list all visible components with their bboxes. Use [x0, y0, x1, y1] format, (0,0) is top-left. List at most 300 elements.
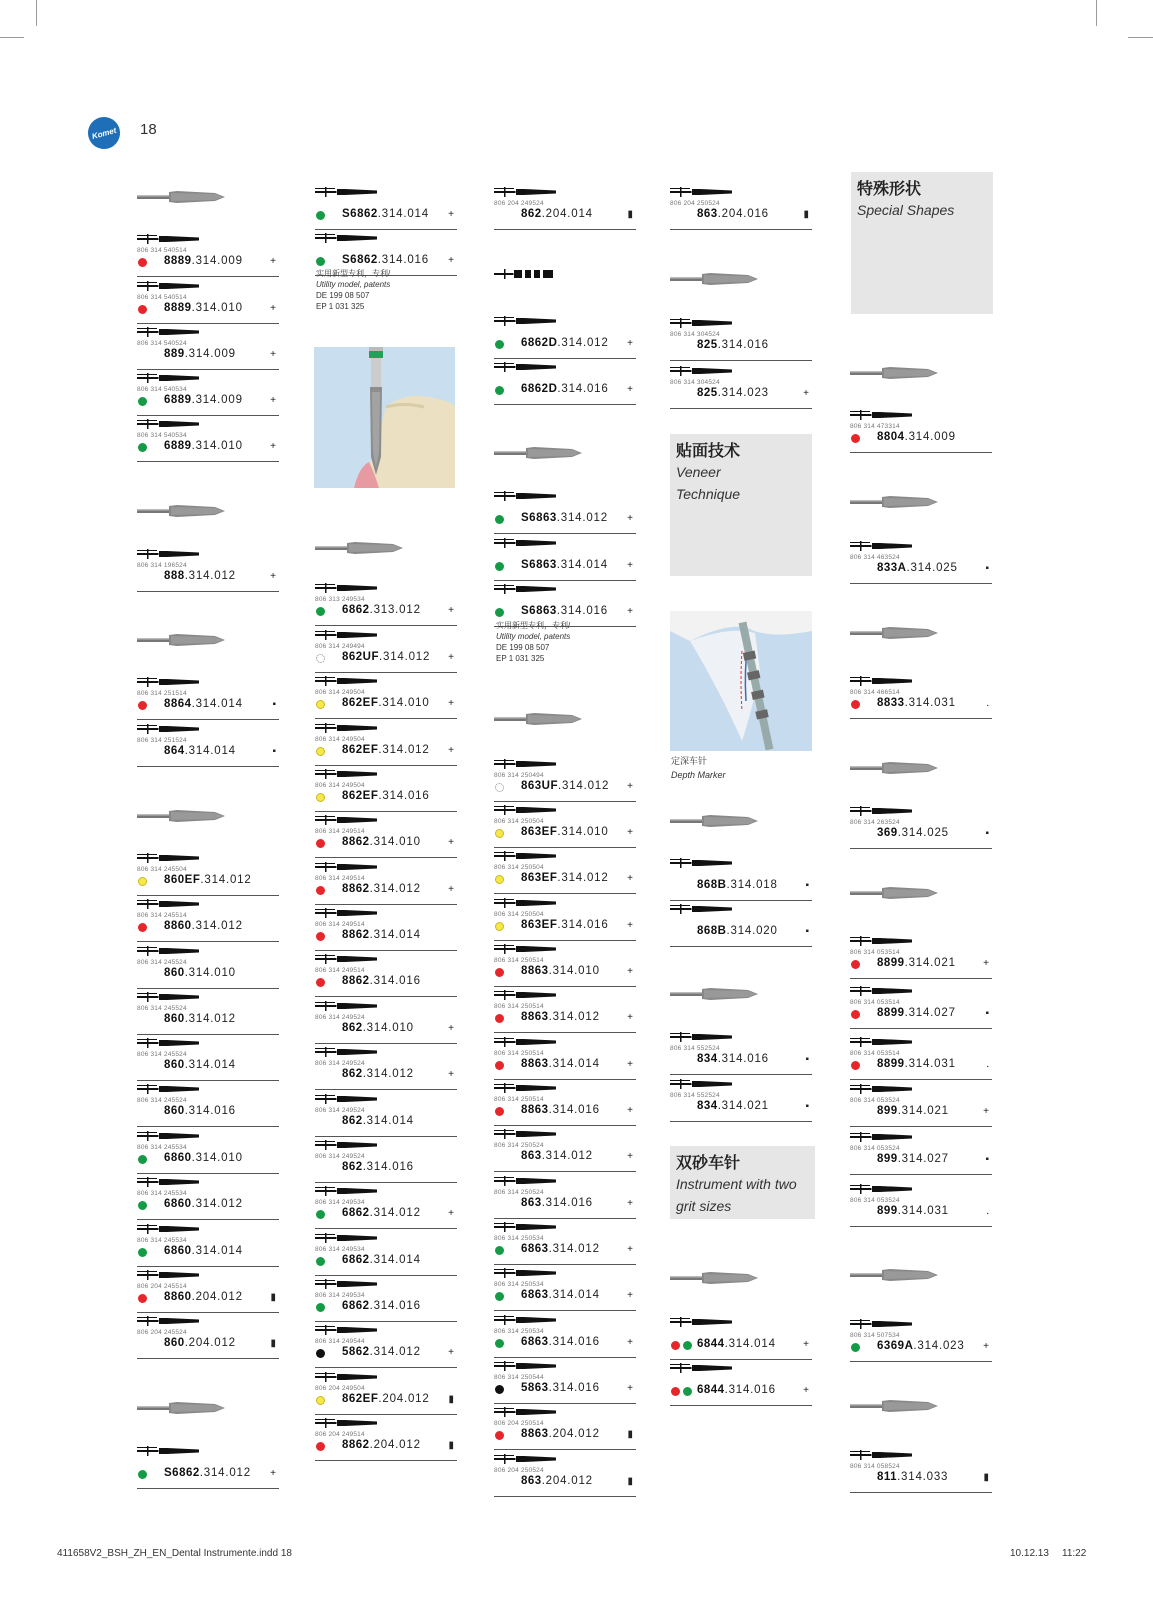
bur-icon: [137, 673, 279, 690]
product-code: [521, 383, 609, 395]
bur-icon: [137, 942, 279, 959]
catalog-item: [137, 1034, 279, 1081]
product-code: [521, 1150, 593, 1162]
packing-mark: +: [803, 388, 809, 399]
product-code-suffix: .204.012: [548, 1428, 600, 1440]
grit-dot: [138, 701, 147, 710]
bur-photo: [137, 498, 279, 524]
product-code: [164, 1105, 236, 1117]
catalog-item: [850, 1315, 992, 1362]
divider: [670, 408, 812, 409]
catalog-item: [137, 545, 279, 592]
packing-mark: +: [270, 1468, 276, 1479]
product-code-suffix: .314.016: [557, 383, 609, 395]
catalog-item: [494, 487, 636, 534]
grit-dot: [495, 608, 504, 617]
product-code-bold: 8833: [877, 697, 905, 709]
product-code-suffix: .314.016: [377, 254, 429, 266]
bur-icon: [494, 183, 636, 200]
bur-photo: [850, 1393, 992, 1419]
product-code-suffix: .314.014: [184, 1059, 236, 1071]
product-code: [877, 1153, 949, 1165]
catalog-item: [670, 1359, 812, 1406]
product-code: [877, 1105, 949, 1117]
product-code: [164, 1291, 243, 1303]
order-code: 806 314 245524: [137, 1005, 187, 1012]
product-code: [342, 697, 430, 709]
order-code: 806 204 245514: [137, 1283, 187, 1290]
catalog-item: [494, 312, 636, 359]
product-code: [877, 1205, 949, 1217]
product-code-bold: 811: [877, 1471, 898, 1483]
divider: [670, 229, 812, 230]
grit-dot: [495, 1014, 504, 1023]
product-code-suffix: .314.031: [904, 697, 956, 709]
catalog-item: [494, 1033, 636, 1080]
bur-icon: [315, 1321, 457, 1338]
grit-dot: [495, 340, 504, 349]
product-code: [521, 1428, 600, 1440]
order-code: 806 204 250514: [494, 1420, 544, 1427]
product-code-suffix: .314.023: [717, 387, 769, 399]
product-code-suffix: .314.027: [897, 1153, 949, 1165]
bur-icon: [315, 1090, 457, 1107]
product-code-suffix: .314.009: [184, 348, 236, 360]
packing-mark: +: [270, 395, 276, 406]
catalog-item: [137, 1220, 279, 1267]
product-code-bold: 6862: [342, 1300, 370, 1312]
product-code-suffix: .314.016: [548, 1382, 600, 1394]
catalog-item: [670, 1028, 812, 1075]
grit-dot: [316, 886, 325, 895]
product-code-suffix: .314.012: [541, 1150, 593, 1162]
product-code-suffix: .314.014: [724, 1338, 776, 1350]
product-code-suffix: .314.009: [191, 394, 243, 406]
packing-mark: ▪: [272, 699, 276, 710]
product-code-suffix: .204.012: [369, 1439, 421, 1451]
divider: [137, 1488, 279, 1489]
bur-icon: [494, 1311, 636, 1328]
product-code: [342, 744, 430, 756]
bur-icon: [670, 183, 812, 200]
product-code-bold: 860: [164, 967, 185, 979]
packing-mark: +: [448, 837, 454, 848]
bur-icon: [850, 1033, 992, 1050]
product-code-suffix: .314.025: [906, 562, 958, 574]
product-code-suffix: .313.012: [369, 604, 421, 616]
packing-mark: ▮: [803, 209, 809, 220]
product-code-suffix: .314.016: [362, 1161, 414, 1173]
product-code-suffix: .204.012: [541, 1475, 593, 1487]
patent-de: DE 199 08 507: [496, 643, 550, 652]
order-code: 806 314 249524: [315, 1153, 365, 1160]
bur-icon: [315, 1043, 457, 1060]
order-code: 806 204 245524: [137, 1329, 187, 1336]
catalog-item: [850, 932, 992, 979]
divider: [850, 718, 992, 719]
order-code: 806 314 473314: [850, 423, 900, 430]
product-code-bold: 8864: [164, 698, 192, 710]
product-code-bold: 863: [521, 1475, 542, 1487]
product-code-suffix: .314.025: [897, 827, 949, 839]
product-code-suffix: .314.010: [191, 440, 243, 452]
bur-icon: [850, 1180, 992, 1197]
order-code: 806 314 245524: [137, 1097, 187, 1104]
product-code-bold: 834: [697, 1100, 718, 1112]
product-code-bold: 6369A: [877, 1340, 914, 1352]
grit-dot: [851, 434, 860, 443]
bur-icon: [494, 487, 636, 504]
product-code-suffix: .314.014: [556, 559, 608, 571]
product-code-suffix: .314.012: [369, 1346, 421, 1358]
catalog-item: [670, 314, 812, 361]
order-code: 806 314 053524: [850, 1145, 900, 1152]
product-code-bold: S6863: [521, 512, 557, 524]
product-code-bold: 6862D: [521, 337, 558, 349]
bur-photo: [137, 184, 279, 210]
catalog-item: [137, 323, 279, 370]
catalog-item: [494, 1125, 636, 1172]
bur-icon: [315, 183, 457, 200]
grit-dot: [851, 1010, 860, 1019]
packing-mark: +: [448, 698, 454, 709]
product-code-bold: 6862D: [521, 383, 558, 395]
packing-mark: ⸱: [986, 1062, 989, 1073]
packing-mark: ▮: [627, 1429, 633, 1440]
divider: [315, 1460, 457, 1461]
catalog-item: [137, 1173, 279, 1220]
divider: [850, 452, 992, 453]
catalog-item: [137, 277, 279, 324]
product-code: [877, 1340, 965, 1352]
product-code-bold: 369: [877, 827, 898, 839]
product-code-bold: S6862: [342, 254, 378, 266]
product-code-bold: 8863: [521, 1011, 549, 1023]
product-code: [521, 1475, 593, 1487]
packing-mark: ▪: [272, 746, 276, 757]
packing-mark: +: [627, 920, 633, 931]
packing-mark: +: [983, 1341, 989, 1352]
patent-note: [496, 620, 570, 664]
patent-en-text: Utility model, patents: [316, 280, 391, 289]
product-code-bold: 863EF: [521, 872, 558, 884]
product-code-suffix: .314.016: [541, 1197, 593, 1209]
product-code-bold: 899: [877, 1153, 898, 1165]
product-code: [342, 1393, 430, 1405]
bur-icon: [670, 1359, 812, 1376]
product-code-bold: 863EF: [521, 826, 558, 838]
order-code: 806 314 053514: [850, 1050, 900, 1057]
divider: [137, 1358, 279, 1359]
bur-icon: [315, 811, 457, 828]
catalog-item: [315, 811, 457, 858]
catalog-item: [494, 1357, 636, 1404]
bur-photo: [670, 266, 812, 292]
grit-dot: [138, 1470, 147, 1479]
product-code: [697, 925, 778, 937]
catalog-item: [315, 1090, 457, 1137]
packing-mark: +: [448, 652, 454, 663]
order-code: 806 314 245514: [137, 912, 187, 919]
order-code: 806 204 249504: [315, 1385, 365, 1392]
grit-dot: [495, 783, 504, 792]
bur-icon: [494, 1125, 636, 1142]
order-code: 806 314 249504: [315, 689, 365, 696]
catalog-item: [850, 1080, 992, 1127]
packing-mark: +: [627, 1059, 633, 1070]
product-code-bold: 8889: [164, 302, 192, 314]
divider: [670, 946, 812, 947]
packing-mark: ▪: [985, 1154, 989, 1165]
order-code: 806 314 552524: [670, 1092, 720, 1099]
catalog-item: [315, 1136, 457, 1183]
product-code: [342, 254, 429, 266]
product-code-bold: 899: [877, 1105, 898, 1117]
product-code-suffix: .314.010: [191, 1152, 243, 1164]
product-code-bold: 6889: [164, 440, 192, 452]
packing-mark: +: [448, 1023, 454, 1034]
order-code: 806 314 263524: [850, 819, 900, 826]
product-code-suffix: .314.009: [904, 431, 956, 443]
patent-de: DE 199 08 507: [316, 291, 370, 300]
packing-mark: +: [627, 827, 633, 838]
product-code-suffix: .204.012: [378, 1393, 430, 1405]
product-code-suffix: .204.016: [717, 208, 769, 220]
packing-mark: ⸱: [986, 1209, 989, 1220]
order-code: 806 314 249524: [315, 1107, 365, 1114]
order-code: 806 314 463524: [850, 554, 900, 561]
product-code-suffix: .314.031: [897, 1205, 949, 1217]
bur-photo: [850, 1262, 992, 1288]
bur-icon: [315, 1414, 457, 1431]
packing-mark: ▮: [270, 1338, 276, 1349]
product-code-bold: 8863: [521, 965, 549, 977]
divider: [850, 583, 992, 584]
product-code-bold: 8862: [342, 929, 370, 941]
bur-icon: [137, 1173, 279, 1190]
product-code-suffix: .314.012: [200, 874, 252, 886]
catalog-item: [850, 1180, 992, 1227]
product-code: [877, 431, 956, 443]
packing-mark: +: [270, 303, 276, 314]
grit-dot: [316, 211, 325, 220]
bur-photo: [850, 755, 992, 781]
bur-icon: [315, 904, 457, 921]
order-code: 806 314 250534: [494, 1328, 544, 1335]
bur-icon: [137, 545, 279, 562]
product-code: [164, 698, 243, 710]
packing-mark: +: [448, 1347, 454, 1358]
product-code-suffix: .314.012: [379, 651, 431, 663]
product-code-suffix: .314.012: [369, 1207, 421, 1219]
catalog-item: [315, 579, 457, 626]
product-code: [521, 337, 609, 349]
divider: [850, 1174, 992, 1175]
packing-mark: ▮: [627, 1476, 633, 1487]
section-title-en: Veneer: [676, 464, 721, 480]
bur-icon: [494, 1403, 636, 1420]
packing-mark: +: [627, 513, 633, 524]
catalog-item: [315, 1043, 457, 1090]
patent-ep: EP 1 031 325: [316, 302, 365, 311]
product-code-suffix: .314.014: [191, 698, 243, 710]
product-code-bold: 5862: [342, 1346, 370, 1358]
product-code-bold: 862EF: [342, 1393, 379, 1405]
order-code: 806 314 249504: [315, 736, 365, 743]
catalog-item: [494, 755, 636, 802]
product-code: [164, 874, 252, 886]
product-code-bold: 860EF: [164, 874, 201, 886]
section-special-shapes: [851, 172, 993, 314]
packing-mark: +: [983, 1106, 989, 1117]
product-code: [164, 348, 236, 360]
order-code: 806 204 250524: [494, 1467, 544, 1474]
product-code-suffix: .314.012: [191, 920, 243, 932]
footer-time: 11:22: [1062, 1548, 1087, 1559]
catalog-item: [137, 849, 279, 896]
product-code-suffix: .314.012: [557, 872, 609, 884]
product-code: [342, 975, 421, 987]
divider: [850, 848, 992, 849]
product-code-bold: 6844: [697, 1384, 725, 1396]
product-code: [521, 1289, 600, 1301]
catalog-item: [315, 904, 457, 951]
product-code-bold: S6863: [521, 559, 557, 571]
product-code: [164, 394, 243, 406]
product-code: [521, 1011, 600, 1023]
grit-dot: [495, 1246, 504, 1255]
page-number: 18: [140, 121, 157, 138]
product-code: [342, 1022, 414, 1034]
product-code: [342, 929, 421, 941]
bur-icon: [137, 1080, 279, 1097]
product-code-bold: 6860: [164, 1152, 192, 1164]
packing-mark: +: [448, 884, 454, 895]
product-code-bold: 863: [521, 1150, 542, 1162]
catalog-item: [494, 894, 636, 941]
order-code: 806 314 245504: [137, 866, 187, 873]
grit-dot: [495, 829, 504, 838]
catalog-item: [494, 534, 636, 581]
bur-icon: [494, 1079, 636, 1096]
bur-icon: [850, 406, 992, 423]
bur-icon: [494, 801, 636, 818]
divider: [137, 766, 279, 767]
product-code: [521, 1382, 600, 1394]
bur-icon: [850, 932, 992, 949]
order-code: 806 314 250514: [494, 1096, 544, 1103]
bur-icon: [315, 765, 457, 782]
product-code-bold: 8899: [877, 957, 905, 969]
bur-icon: [137, 849, 279, 866]
packing-mark: +: [448, 605, 454, 616]
grit-dot: [316, 839, 325, 848]
grit-dot: [138, 443, 147, 452]
bur-icon: [137, 230, 279, 247]
section-title-en: Special Shapes: [857, 202, 955, 218]
catalog-item: [137, 369, 279, 416]
product-code-suffix: .314.027: [904, 1007, 956, 1019]
packing-mark: +: [448, 745, 454, 756]
product-code-suffix: .314.016: [548, 1104, 600, 1116]
product-code: [521, 919, 609, 931]
bur-icon: [494, 1218, 636, 1235]
packing-mark: +: [448, 255, 454, 266]
grit-dot: [495, 968, 504, 977]
bur-icon: [315, 858, 457, 875]
order-code: 806 314 250524: [494, 1189, 544, 1196]
product-code-suffix: .314.016: [724, 1384, 776, 1396]
divider: [670, 1121, 812, 1122]
product-code-suffix: .314.020: [726, 925, 778, 937]
grit-dot: [316, 932, 325, 941]
product-code: [164, 302, 243, 314]
product-code: [697, 208, 769, 220]
packing-mark: ▮: [270, 1292, 276, 1303]
packing-mark: +: [627, 1337, 633, 1348]
bur-photo: [494, 265, 636, 291]
order-code: 806 314 053524: [850, 1197, 900, 1204]
section-title-en: Instrument with two: [676, 1176, 797, 1192]
order-code: 806 314 250504: [494, 864, 544, 871]
crop-mark: [1096, 0, 1097, 26]
catalog-item: [315, 765, 457, 812]
bur-icon: [850, 802, 992, 819]
bur-icon: [850, 982, 992, 999]
bur-icon: [494, 986, 636, 1003]
product-code: [521, 1197, 593, 1209]
product-code-bold: 8863: [521, 1058, 549, 1070]
product-code-suffix: .314.014: [369, 1254, 421, 1266]
product-code-suffix: .314.010: [557, 826, 609, 838]
product-code: [697, 1384, 776, 1396]
product-code-bold: 8860: [164, 920, 192, 932]
catalog-item: [315, 1275, 457, 1322]
bur-icon: [315, 1229, 457, 1246]
product-code-bold: 863UF: [521, 780, 559, 792]
product-code: [342, 790, 430, 802]
product-code: [164, 1152, 243, 1164]
bur-icon: [315, 997, 457, 1014]
bur-icon: [670, 900, 812, 917]
order-code: 806 314 249504: [315, 782, 365, 789]
order-code: 806 314 058524: [850, 1463, 900, 1470]
order-code: 806 314 249534: [315, 1292, 365, 1299]
catalog-item: [315, 1229, 457, 1276]
bur-icon: [850, 537, 992, 554]
grit-dot: [316, 257, 325, 266]
order-code: 806 314 250534: [494, 1235, 544, 1242]
product-code: [697, 1100, 769, 1112]
grit-dot: [316, 1396, 325, 1405]
grit-dot: [316, 1303, 325, 1312]
product-code: [342, 651, 430, 663]
bur-icon: [315, 229, 457, 246]
product-code-bold: 825: [697, 387, 718, 399]
bur-icon: [494, 755, 636, 772]
catalog-item: [850, 802, 992, 849]
grit-dot: [495, 922, 504, 931]
komet-logo: Komet: [84, 113, 123, 152]
product-code-bold: 6863: [521, 1243, 549, 1255]
bur-icon: [494, 580, 636, 597]
order-code: 806 314 053514: [850, 949, 900, 956]
packing-mark: +: [627, 1105, 633, 1116]
packing-mark: +: [627, 1151, 633, 1162]
order-code: 806 314 249514: [315, 921, 365, 928]
product-code: [521, 605, 608, 617]
order-code: 806 314 250514: [494, 1050, 544, 1057]
